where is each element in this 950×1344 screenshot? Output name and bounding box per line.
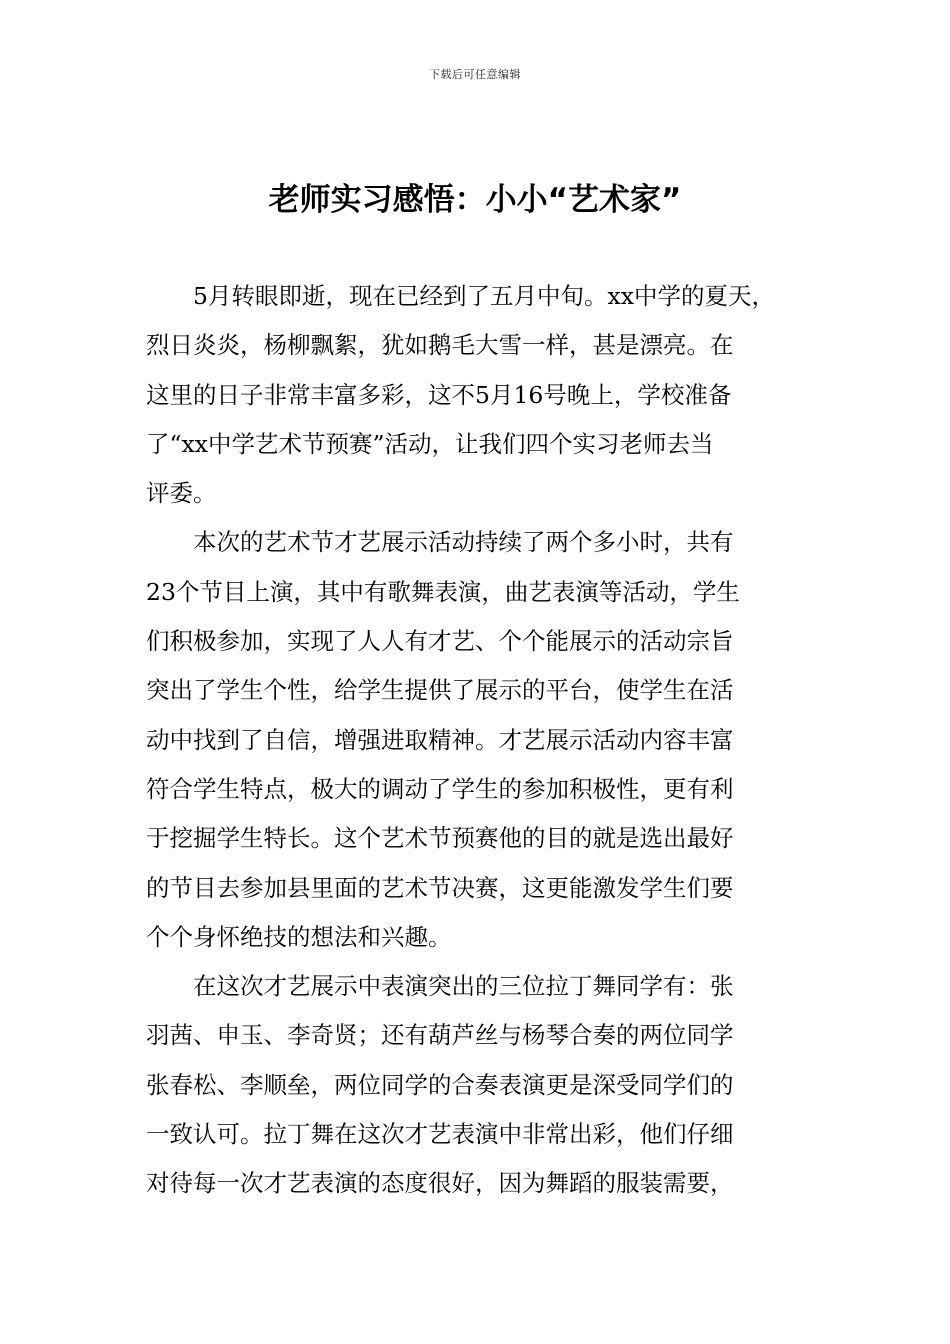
text-line: 张春松、李顺垒，两位同学的合奏表演更是深受同学们的 [146, 1070, 734, 1099]
text-line: 5月转眼即逝，现在已经到了五月中旬。xx中学的夏天， [193, 282, 775, 310]
text-line: 对待每一次才艺表演的态度很好，因为舞蹈的服装需要， [146, 1169, 734, 1198]
document-title: 老师实习感悟：小小“艺术家” [268, 182, 682, 218]
paragraph-1 [146, 272, 810, 518]
text-line: 了“xx中学艺术节预赛”活动，让我们四个实习老师去当 [146, 429, 714, 458]
text-line: 一致认可。拉丁舞在这次才艺表演中非常出彩，他们仔细 [146, 1120, 734, 1149]
text-line: 羽茜、申玉、李奇贤；还有葫芦丝与杨琴合奏的两位同学 [146, 1021, 734, 1050]
text-line: 评委。 [146, 479, 217, 508]
text-line: 烈日炎炎，杨柳飘絮，犹如鹅毛大雪一样，甚是漂亮。在 [146, 331, 734, 360]
text-line: 符合学生特点，极大的调动了学生的参加积极性，更有利 [146, 774, 734, 803]
paragraph-3 [146, 962, 810, 1208]
text-line: 个个身怀绝技的想法和兴趣。 [146, 922, 452, 951]
text-line: 23个节目上演，其中有歌舞表演，曲艺表演等活动，学生 [146, 577, 740, 606]
text-line: 动中找到了自信，增强进取精神。才艺展示活动内容丰富 [146, 725, 734, 754]
text-line: 在这次才艺展示中表演突出的三位拉丁舞同学有：张 [193, 972, 734, 1001]
text-line: 的节目去参加县里面的艺术节决赛，这更能激发学生们要 [146, 873, 734, 902]
text-line: 这里的日子非常丰富多彩，这不5月16号晚上，学校准备 [146, 380, 732, 409]
text-line: 于挖掘学生特长。这个艺术节预赛他的目的就是选出最好 [146, 824, 734, 853]
text-line: 本次的艺术节才艺展示活动持续了两个多小时，共有 [193, 528, 734, 557]
text-line: 们积极参加，实现了人人有才艺、个个能展示的活动宗旨 [146, 627, 734, 656]
paragraph-2 [146, 518, 810, 962]
document-body [146, 272, 810, 1209]
header-note: 下载后可任意编辑 [429, 68, 521, 81]
text-line: 突出了学生个性，给学生提供了展示的平台，使学生在活 [146, 676, 734, 705]
